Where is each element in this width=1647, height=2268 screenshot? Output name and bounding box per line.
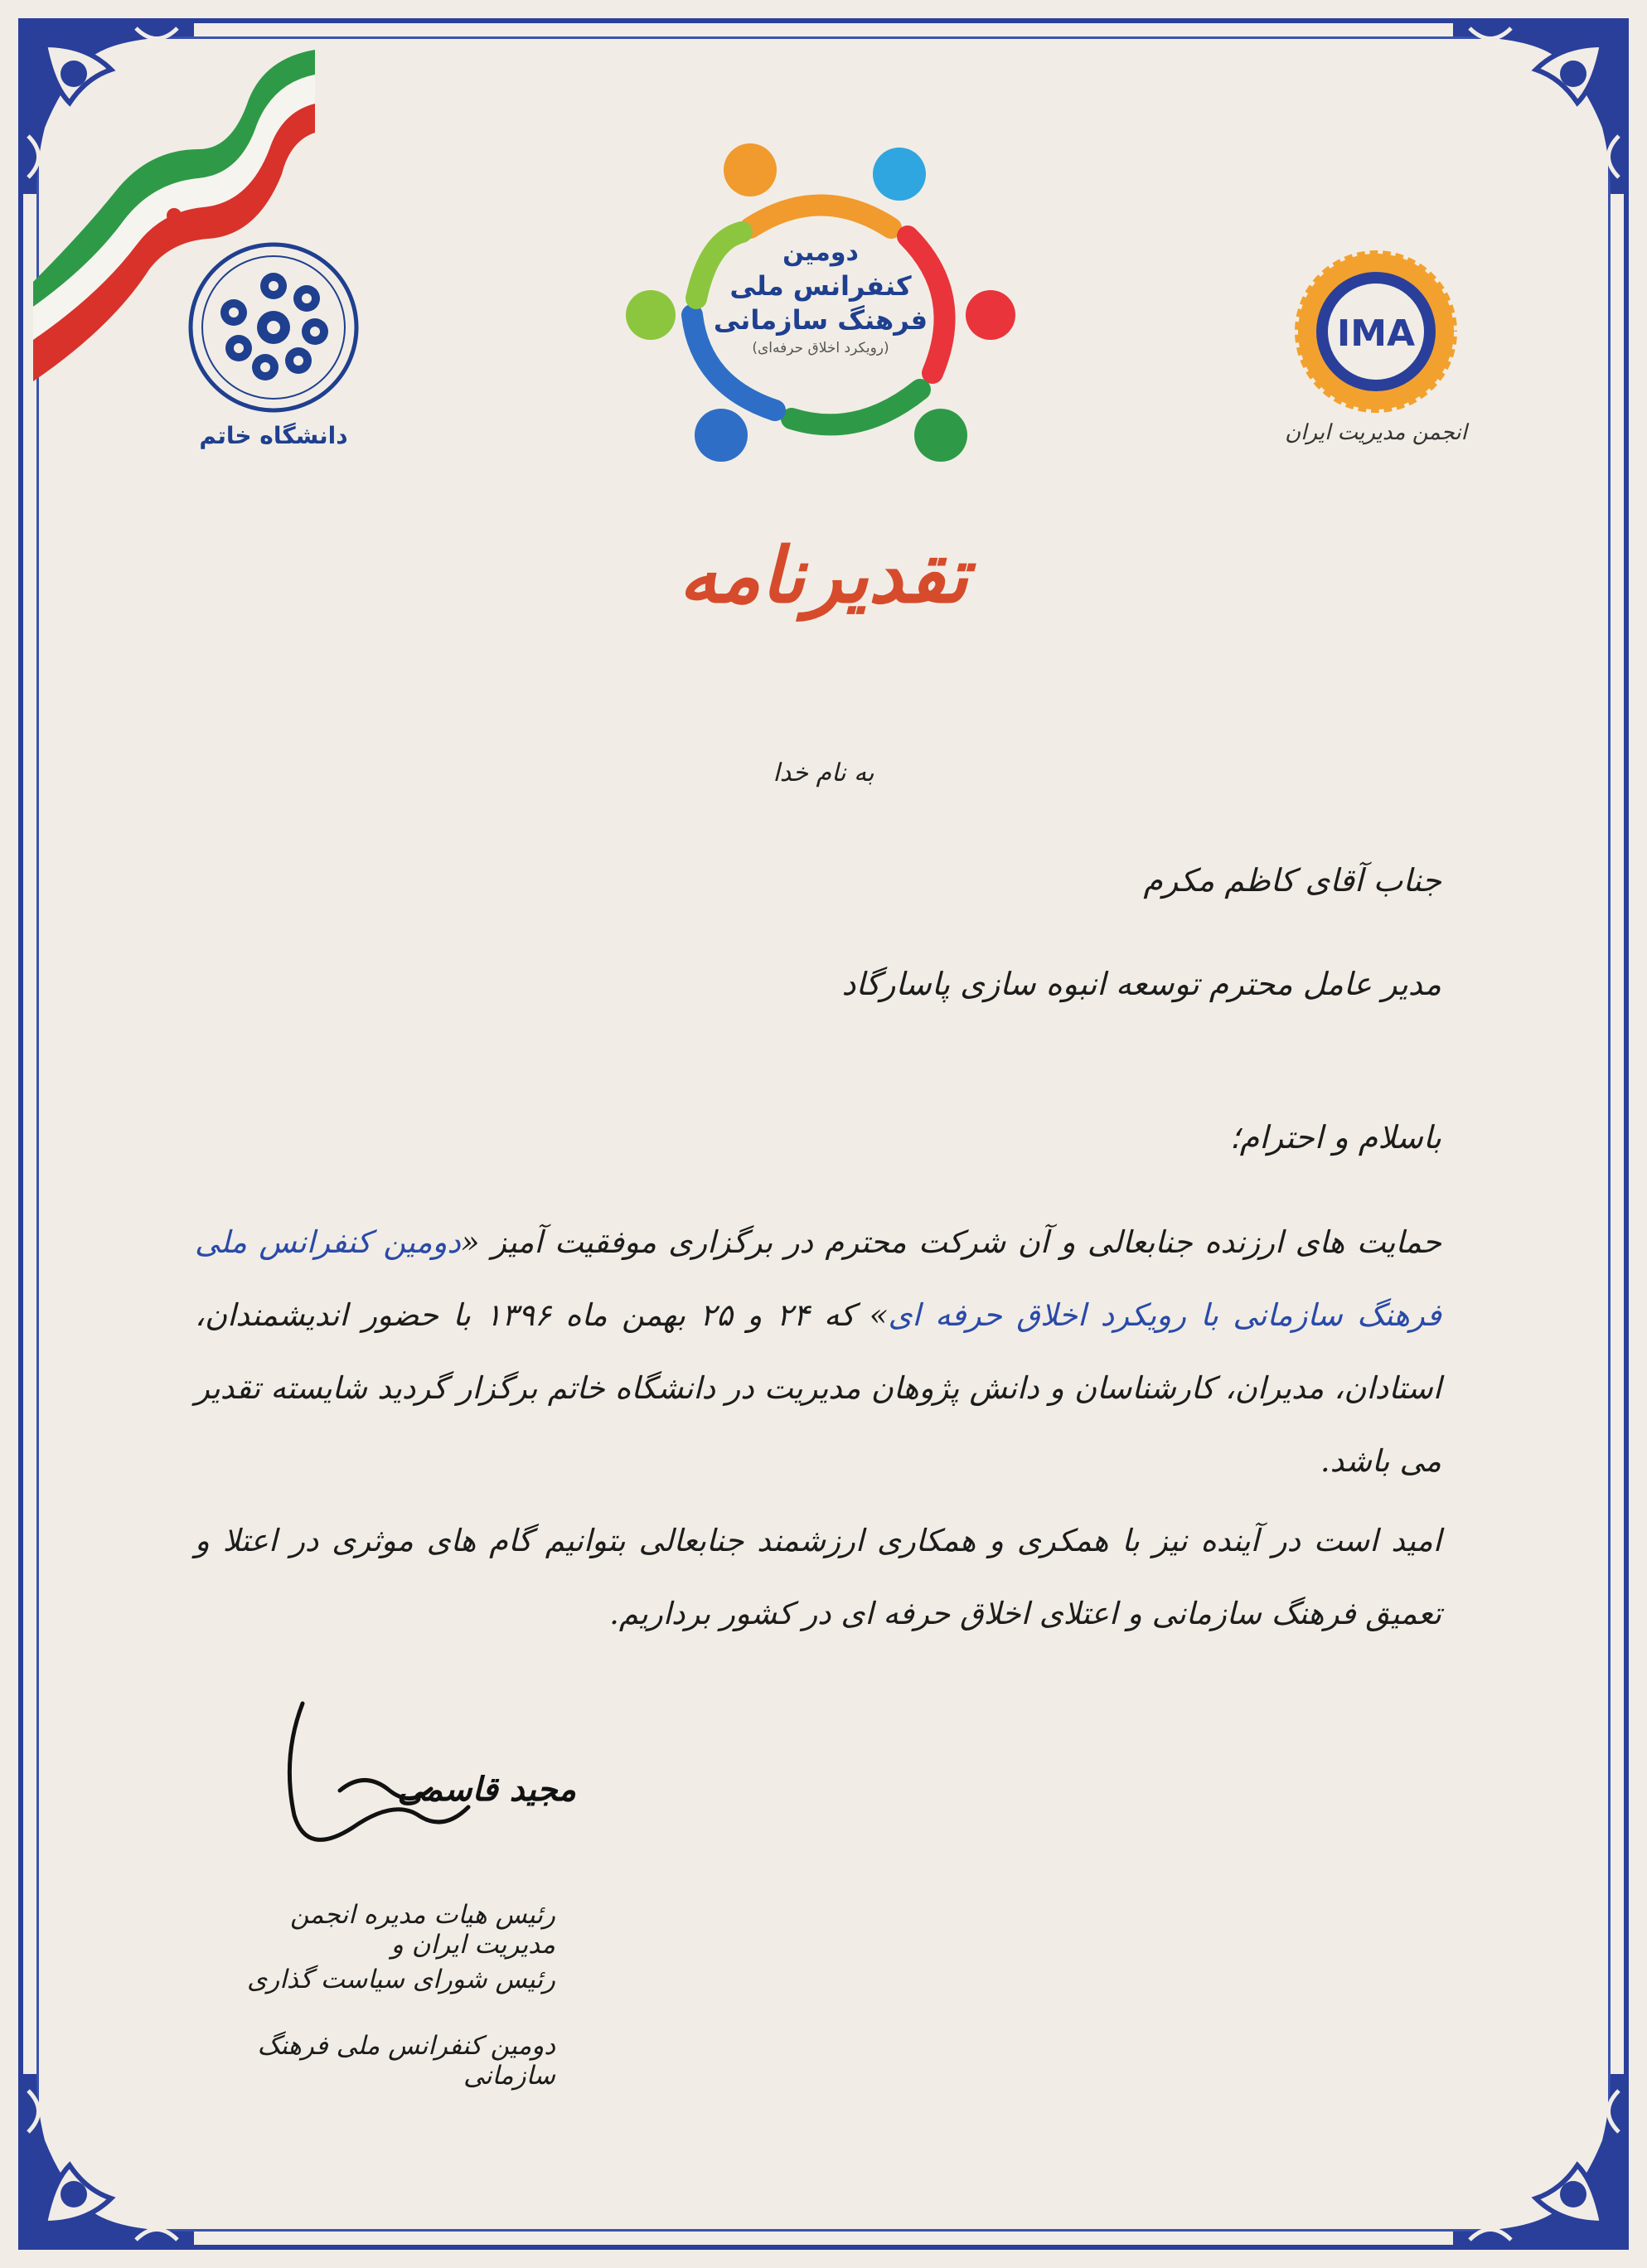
corner-ornament-icon: [1445, 12, 1635, 202]
body-p1-start: حمایت های ارزنده جنابعالی و آن شرکت محترم در برگزاری موفقیت آمیز «: [460, 1224, 1441, 1260]
conference-logo: [626, 137, 1015, 485]
signatory-title-1: رئیس هیات مدیره انجمن مدیریت ایران و: [290, 1900, 555, 1960]
addressee-name: جناب آقای کاظم مکرم: [1143, 862, 1441, 899]
body-paragraph-2: امید است در آینده نیز با همکری و همکاری ارزشمند جنابعالی بتوانیم گام های موثری در اعتلا و تعمیق فرهنگ سازمانی و اعتلای اخلاق حرفه ای در کشور برداریم.: [195, 1523, 1441, 1631]
conference-logo-line2: کنفرانس ملی: [729, 270, 912, 302]
bismillah-heading: به نام خدا: [773, 758, 874, 788]
conference-logo-line4: (رویکرد اخلاق حرفه‌ای): [752, 340, 889, 356]
addressee-position: مدیر عامل محترم توسعه انبوه سازی پاسارگاد: [841, 966, 1441, 1002]
conference-logo-line1: دومین: [782, 238, 859, 267]
body-paragraph-1: [195, 1206, 1441, 1498]
iran-management-association-logo: [1276, 245, 1475, 477]
ima-letters: IMA: [1336, 313, 1416, 355]
corner-ornament-icon: [1445, 2066, 1635, 2256]
iran-management-association-caption: انجمن مدیریت ایران: [1285, 420, 1467, 445]
conference-name-highlight: دومین کنفرانس ملی فرهنگ سازمانی با رویکرد اخلاق حرفه ای: [195, 1224, 1441, 1333]
greeting: باسلام و احترام؛: [1229, 1119, 1441, 1156]
signatory-title-3: دومین کنفرانس ملی فرهنگ سازمانی: [257, 2031, 555, 2091]
signature-block: [203, 1691, 634, 1857]
certificate-title: تقدیرنامه: [678, 531, 969, 620]
signatory-name: مجید قاسمی: [397, 1770, 576, 1809]
ima-emblem-icon: [1289, 245, 1463, 419]
khatam-university-caption: دانشگاه خاتم: [199, 422, 348, 449]
signatory-title-2: رئیس شورای سیاست گذاری: [247, 1965, 555, 1994]
corner-ornament-icon: [12, 2066, 202, 2256]
university-emblem-icon: [182, 236, 365, 419]
khatam-university-logo: [178, 236, 369, 452]
conference-logo-line3: فرهنگ سازمانی: [713, 304, 928, 336]
body-p1-end: » که ۲۴ و ۲۵ بهمن ماه ۱۳۹۶ با حضور اندیشمندان، استادان، مدیران، کارشناسان و دانش پژوهان مدیریت در دانشگاه خاتم برگزار گردید شایسته تقدیر می باشد.: [195, 1297, 1441, 1479]
